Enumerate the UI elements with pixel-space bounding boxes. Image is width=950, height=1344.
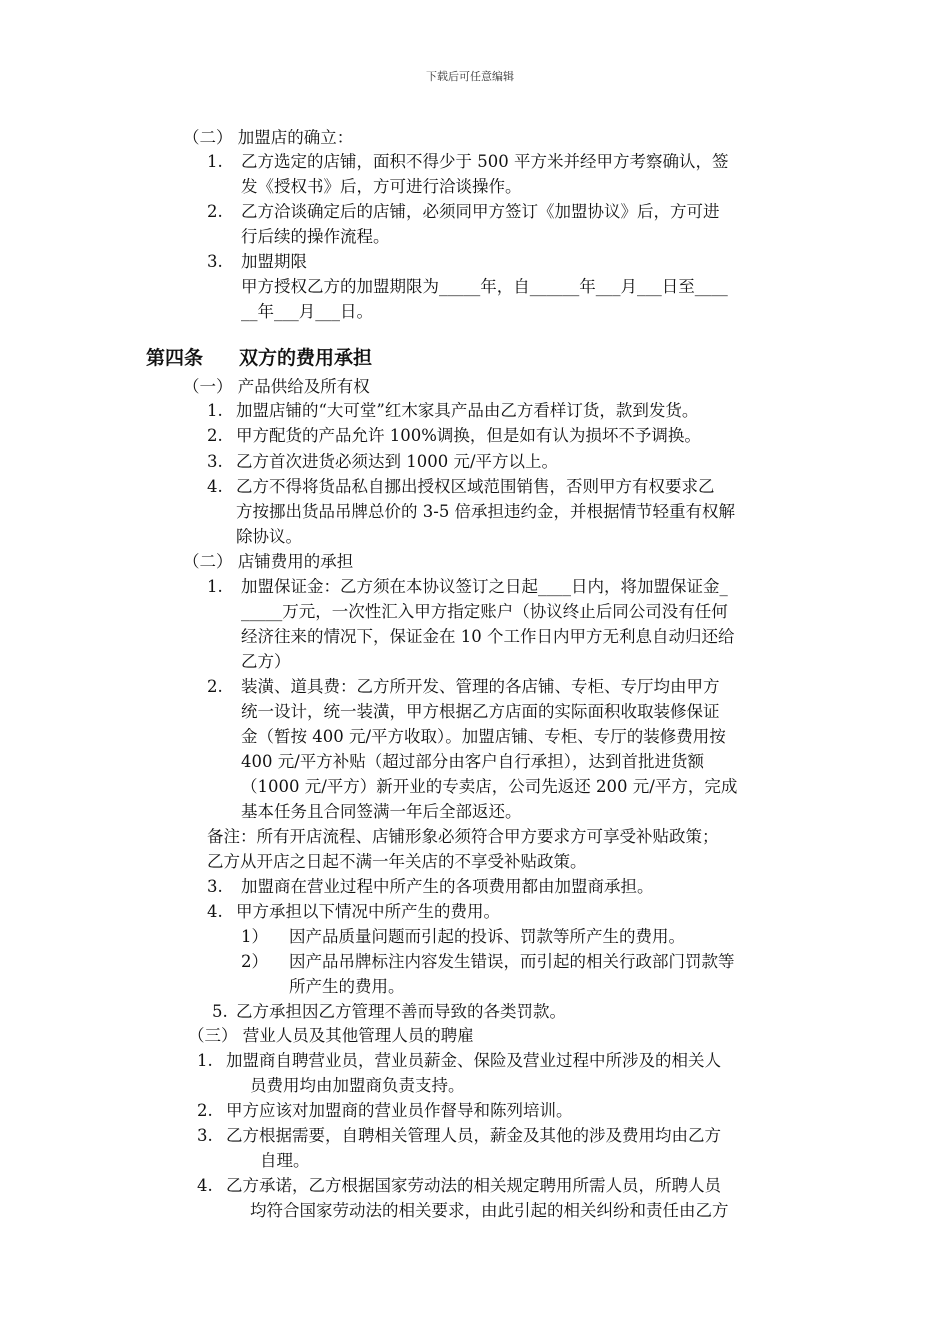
page-header: 下载后可任意编辑 — [426, 70, 514, 83]
list-number: 4. — [207, 902, 223, 921]
list-item-text: 乙方承诺，乙方根据国家劳动法的相关规定聘用所需人员，所聘人员 — [226, 1176, 721, 1195]
list-item-text: 除协议。 — [236, 527, 302, 546]
list-number: 2. — [207, 426, 223, 445]
article-heading — [146, 346, 372, 371]
list-item-text: （1000 元/平方）新开业的专卖店，公司先返还 200 元/平方，完成 — [241, 777, 738, 796]
list-item-text: __年___月___日。 — [241, 302, 373, 321]
list-item-text: 金（暂按 400 元/平方收取）。加盟店铺、专柜、专厅的装修费用按 — [241, 727, 726, 746]
list-item-text: 甲方配货的产品允许 100%调换，但是如有认为损坏不予调换。 — [236, 426, 701, 445]
sublist-item-text: 所产生的费用。 — [289, 977, 405, 996]
list-item-text: 乙方首次进货必须达到 1000 元/平方以上。 — [236, 452, 559, 471]
section-heading: （三） 营业人员及其他管理人员的聘雇 — [188, 1026, 474, 1045]
list-number: 4. — [207, 477, 223, 496]
list-number: 2. — [197, 1101, 213, 1120]
list-number: 3. — [207, 252, 223, 271]
note-text: 备注：所有开店流程、店铺形象必须符合甲方要求方可享受补贴政策； — [207, 827, 719, 846]
list-number: 3. — [207, 452, 223, 471]
list-item-text: 甲方承担以下情况中所产生的费用。 — [236, 902, 500, 921]
list-item-text: 加盟期限 — [241, 252, 307, 271]
note-text: 乙方从开店之日起不满一年关店的不享受补贴政策。 — [207, 852, 587, 871]
list-item-text: 自理。 — [260, 1151, 310, 1170]
list-item-text: 发《授权书》后，方可进行洽谈操作。 — [241, 177, 522, 196]
section-heading: （二） 店铺费用的承担 — [183, 552, 354, 571]
list-number: 2. — [207, 677, 223, 696]
list-number: 5. — [212, 1002, 228, 1021]
section-heading: （一） 产品供给及所有权 — [183, 377, 370, 396]
list-item-text: 甲方应该对加盟商的营业员作督导和陈列培训。 — [226, 1101, 573, 1120]
sublist-number: 1） — [241, 927, 268, 946]
list-item-text: 均符合国家劳动法的相关要求，由此引起的相关纠纷和责任由乙方 — [250, 1201, 729, 1220]
list-item-text: 方按挪出货品吊牌总价的 3-5 倍承担违约金，并根据情节轻重有权解 — [236, 502, 736, 521]
list-item-text: 加盟商自聘营业员，营业员薪金、保险及营业过程中所涉及的相关人 — [226, 1051, 721, 1070]
sublist-number: 2） — [241, 952, 268, 971]
list-item-text: 加盟商在营业过程中所产生的各项费用都由加盟商承担。 — [241, 877, 654, 896]
list-item-text: 400 元/平方补贴（超过部分由客户自行承担），达到首批进货额 — [241, 752, 705, 771]
list-item-text: 行后续的操作流程。 — [241, 227, 390, 246]
list-item-text: 乙方根据需要，自聘相关管理人员，薪金及其他的涉及费用均由乙方 — [226, 1126, 721, 1145]
list-item-text: 员费用均由加盟商负责支持。 — [250, 1076, 465, 1095]
article-title: 双方的费用承担 — [239, 347, 373, 369]
list-item-text: 加盟保证金：乙方须在本协议签订之日起____日内，将加盟保证金_ — [241, 577, 728, 596]
list-number: 1. — [207, 577, 223, 596]
list-item-text: 乙方） — [241, 652, 291, 671]
list-number: 4. — [197, 1176, 213, 1195]
sublist-item-text: 因产品吊牌标注内容发生错误，而引起的相关行政部门罚款等 — [289, 952, 735, 971]
list-item-text: 乙方不得将货品私自挪出授权区域范围销售，否则甲方有权要求乙 — [236, 477, 715, 496]
list-number: 3. — [207, 877, 223, 896]
sublist-item-text: 因产品质量问题而引起的投诉、罚款等所产生的费用。 — [289, 927, 685, 946]
list-item-text: 装潢、道具费：乙方所开发、管理的各店铺、专柜、专厅均由甲方 — [241, 677, 720, 696]
section-heading: （二） 加盟店的确立： — [183, 128, 354, 147]
list-item-text: 经济往来的情况下，保证金在 10 个工作日内甲方无利息自动归还给 — [241, 627, 735, 646]
list-item-text: 基本任务且合同签满一年后全部返还。 — [241, 802, 522, 821]
article-number: 第四条 — [146, 347, 204, 369]
list-item-text: 乙方选定的店铺，面积不得少于 500 平方米并经甲方考察确认，签 — [241, 152, 729, 171]
list-number: 1. — [207, 152, 223, 171]
list-number: 1. — [207, 401, 223, 420]
list-number: 3. — [197, 1126, 213, 1145]
list-item-text: 乙方洽谈确定后的店铺，必须同甲方签订《加盟协议》后，方可进 — [241, 202, 720, 221]
list-item-text: 甲方授权乙方的加盟期限为_____年，自______年___月___日至____ — [241, 277, 728, 296]
list-item-text: 乙方承担因乙方管理不善而导致的各类罚款。 — [236, 1002, 566, 1021]
list-item-text: 统一设计，统一装潢，甲方根据乙方店面的实际面积收取装修保证 — [241, 702, 720, 721]
list-item-text: 加盟店铺的“大可堂”红木家具产品由乙方看样订货，款到发货。 — [236, 401, 699, 420]
list-number: 2. — [207, 202, 223, 221]
list-item-text: _____万元，一次性汇入甲方指定账户（协议终止后同公司没有任何 — [241, 602, 728, 621]
list-number: 1. — [197, 1051, 213, 1070]
